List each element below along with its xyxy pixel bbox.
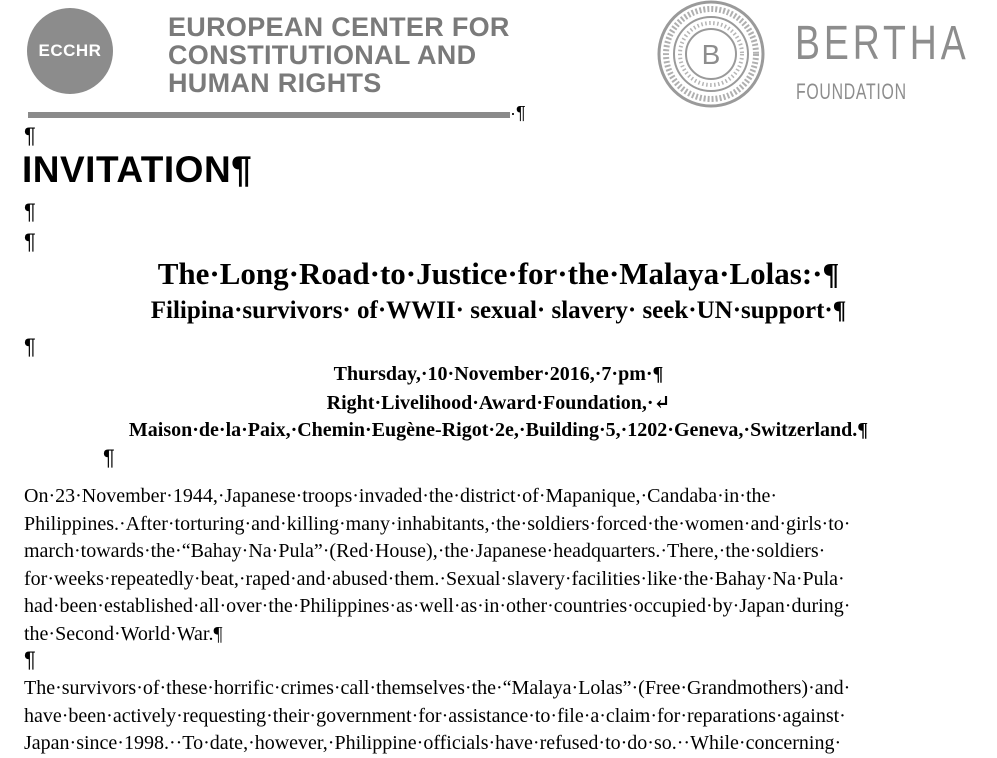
body-line: for·weeks·repeatedly·beat,·raped·and·abused·them.·Sexual·slavery·facilities·like·the·Bahay·Na·Pula· [24,567,845,590]
empty-paragraph-mark: ¶ [24,229,36,254]
bertha-seal-letter: B [701,39,721,70]
empty-paragraph-mark: ¶ [24,647,36,672]
empty-paragraph-mark: ¶ [24,199,36,224]
ecchr-name-line: EUROPEAN CENTER FOR [168,12,510,42]
body-line: Japan·since·1998.··To·date,·however,·Philippine·officials·have·refused·to·do·so.··While·concerning· [24,732,842,754]
ecchr-name-line: CONSTITUTIONAL AND [168,40,477,70]
ecchr-logo [27,8,113,94]
event-venue: Maison·de·la·Paix,·Chemin·Eugène-Rigot·2e,·Building·5,·1202·Geneva,·Switzerland.¶ [128,419,869,441]
body-paragraph-1 [24,483,989,648]
empty-paragraph-mark: ¶ [24,123,36,148]
body-line: march·towards·the·“Bahay·Na·Pula”·(Red·House),·the·Japanese·headquarters.·There,·the·soldiers· [24,540,826,562]
bertha-foundation-seal-icon [655,0,775,108]
event-title: The·Long·Road·to·Justice·for·the·Malaya·Lolas:·¶ [157,256,840,291]
bertha-wordmark-subtitle: FOUNDATION [796,79,907,104]
bertha-wordmark: BERTHA [795,17,970,70]
body-paragraph-2 [24,675,989,758]
body-line: Philippines.·After·torturing·and·killing·many·inhabitants,·the·soldiers·forced·the·women·and·girls·to· [24,512,851,535]
body-line: the·Second·World·War.¶ [24,622,223,645]
empty-paragraph-mark: ¶ [24,334,36,359]
event-subtitle: Filipina·survivors· of·WWII· sexual· slavery· seek·UN·support·¶ [150,297,847,324]
event-date: Thursday,·10·November·2016,·7·pm·¶ [333,363,664,385]
body-line: On·23·November·1944,·Japanese·troops·invaded·the·district·of·Mapanique,·Candaba·in·the· [24,485,778,507]
ecchr-organization-name [168,13,528,97]
header-divider-line [28,112,510,118]
body-line: The·survivors·of·these·horrific·crimes·call·themselves·the·“Malaya·Lolas”·(Free·Grandmothers)·and· [24,677,851,699]
ecchr-logo-text: ECCHR [38,41,102,60]
body-line: had·been·established·all·over·the·Philippines·as·well·as·in·other·countries·occupied·by·Japan·during· [24,595,851,617]
ecchr-name-line: HUMAN RIGHTS [168,68,382,98]
formatting-mark: ·¶ [510,103,526,123]
empty-paragraph-mark: ¶ [103,445,115,470]
invitation-heading: INVITATION¶ [22,149,253,190]
body-line: have·been·actively·requesting·their·government·for·assistance·to·file·a·claim·for·reparations·against· [24,704,846,727]
event-organizer: Right·Livelihood·Award·Foundation,·↵ [326,392,671,414]
